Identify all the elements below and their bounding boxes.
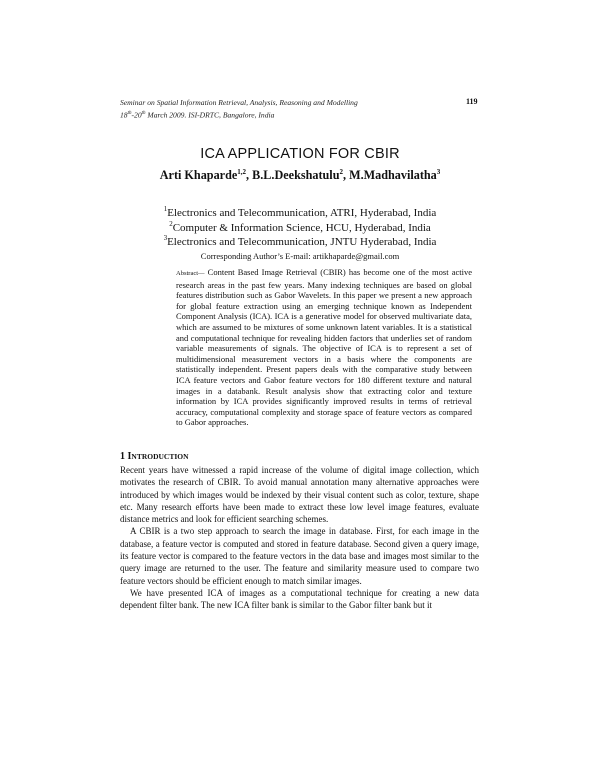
affiliation-sup: 2 [169, 219, 173, 228]
affiliation-text: Electronics and Telecommunication, JNTU Hyderabad, India [167, 236, 437, 248]
header-line-1: Seminar on Spatial Information Retrieval, Analysis, Reasoning and Modelling [120, 98, 358, 107]
section-heading-introduction [120, 451, 189, 462]
paragraph: We have presented ICA of images as a computational technique for creating a new data dependent filter bank. The new ICA filter bank is similar to the Gabor filter bank but it [120, 587, 479, 611]
running-header [120, 97, 480, 121]
paragraph: Recent years have witnessed a rapid increase of the volume of digital image collection, which motivates the research of CBIR. To avoid manual annotation many alternative approaches were introduced by which images would be indexed by their visual content such as color, texture, shape etc. Many research efforts have been made to extract these low level image features, evaluate distance metrics and look for efficient searching schemes. [120, 465, 479, 525]
header-date-rest: March 2009. ISI-DRTC, Bangalore, India [145, 110, 275, 120]
header-date-start: 18 [120, 110, 128, 120]
author-name: B.L.Deekshatulu [252, 168, 340, 182]
author-list: Arti Khaparde$^{1,2}$, B.L.Deekshatulu$^2$, M.Madhavilatha$^3$ [159, 168, 441, 182]
abstract-text: Content Based Image Retrieval (CBIR) has become one of the most active research areas in the past few years. Many indexing techniques are based on global features distribution such as Gabor Wavelets. In this paper we present a new approach for global feature extraction using an emerging technique known as Independent Component Analysis (ICA). ICA is a generative model for observed multivariate data, which are assumed to be mixtures of some unknown latent variables. It is a statistical and computational technique for revealing hidden factors that underlies set of random variable measurements of signals. The objective of ICA is to represent a set of multidimensional measurement vectors in a basis where the components are statistically independent. Present papers deals with the comparative study between ICA feature vectors and Gabor feature vectors for 180 different texture and natural images in a databank. Result analysis show that extracting color and texture information by ICA provides significantly improved results in terms of retrieval accuracy, computational complexity and storage space of feature vectors as compared to Gabor approaches. [176, 267, 472, 428]
section-number: 1 [120, 451, 128, 462]
header-date-end: 20 [134, 110, 142, 120]
section-initial: I [127, 451, 132, 462]
affiliation-text: Electronics and Telecommunication, ATRI, Hyderabad, India [167, 207, 437, 219]
header-line-2: 18th-20th March 2009. ISI-DRTC, Bangalore, India [120, 110, 275, 120]
section-title-rest: NTRODUCTION [131, 452, 189, 461]
introduction-body [120, 464, 479, 612]
author-name: Arti Khaparde [159, 168, 238, 182]
abstract-label: Abstract— [176, 270, 205, 277]
corresponding-author: Corresponding Author’s E-mail: artikhaparde@gmail.com [200, 250, 400, 261]
affiliation-sup: 3 [163, 234, 168, 242]
author-2 [252, 168, 343, 182]
affiliation-2 [0, 221, 600, 236]
affiliation-1 [0, 206, 600, 221]
author-name: M.Madhavilatha [349, 168, 437, 182]
affiliation-sup: 1 [163, 205, 168, 213]
paragraph: A CBIR is a two step approach to search the image in database. First, for each image in the database, a feature vector is computed and stored in feature database. Second given a query image, its feature vector is compared to the feature vectors in the data base and images most similar to the query image are returned to the user. The feature and similarity measure used to compare two feature vectors should be efficient enough to match similar images. [120, 526, 479, 586]
page-number: 119 [466, 97, 478, 106]
header-date-start-suffix: th [127, 111, 132, 116]
author-sup: 3 [436, 168, 441, 176]
author-sup: 1,2 [237, 168, 247, 176]
abstract [176, 267, 472, 428]
affiliation-text: Computer & Information Science, HCU, Hyderabad, India [172, 221, 431, 234]
header-date-end-suffix: th [141, 111, 146, 116]
affiliations [0, 206, 600, 262]
paper-title: ICA APPLICATION FOR CBIR [200, 146, 400, 162]
affiliation-3 [0, 235, 600, 250]
author-1 [160, 168, 246, 182]
author-3 [349, 168, 440, 182]
author-sup: 2 [339, 168, 343, 176]
